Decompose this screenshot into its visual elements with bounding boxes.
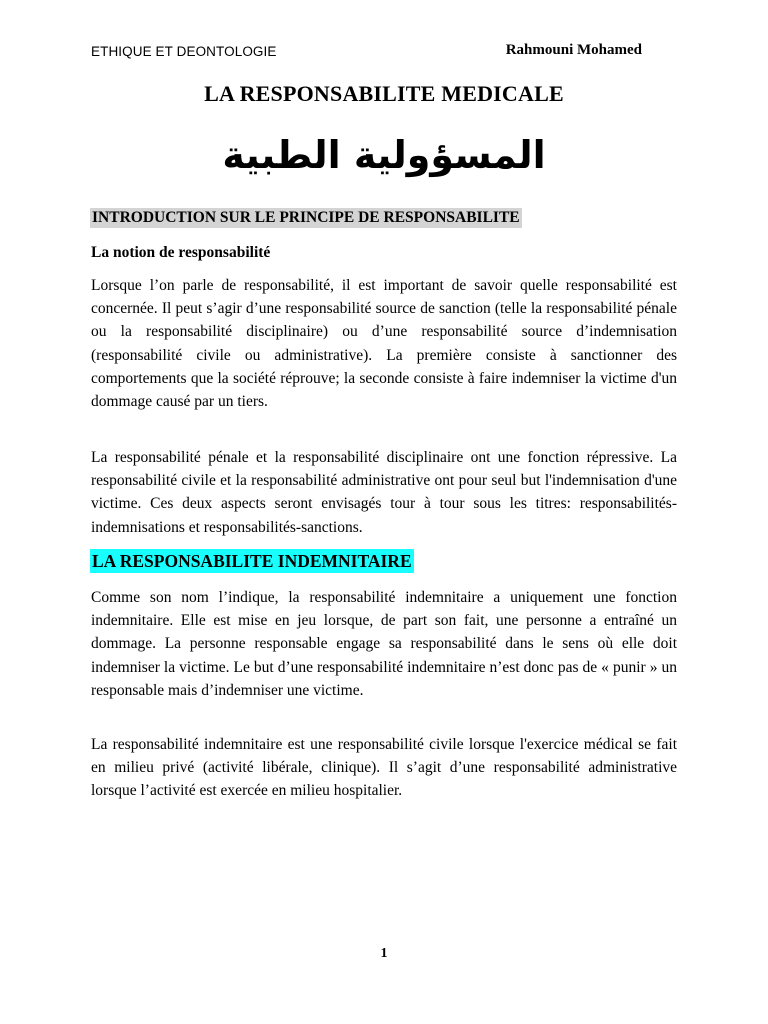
paragraph: La responsabilité pénale et la responsabilité disciplinaire ont une fonction répressive. La responsabilité civile et la responsabilité administrative ont pour seul but l'indemnisation d'une victime. Ces deux aspects seront envisagés tour à tour sous les titres: responsabilités-indemnisations et responsabilités-sanctions. [91,449,677,536]
section-heading-responsabilite-indemnitaire: LA RESPONSABILITE INDEMNITAIRE [92,551,412,571]
document-title: LA RESPONSABILITE MEDICALE [204,81,564,106]
paragraph: Lorsque l’on parle de responsabilité, il est important de savoir quelle responsabilité est concernée. Il peut s’agir d’une responsabilité source de sanction (telle la responsabilité pénale ou la responsabilité disciplinaire) ou d’une responsabilité source d’indemnisation (responsabilité civile ou administrative). La première consiste à sanctionner des comportements que la société réprouve; la seconde consiste à faire indemniser la victime d'un dommage causé par un tiers. [91,277,677,411]
header-author-name: Rahmouni Mohamed [505,42,642,58]
paragraph: Comme son nom l’indique, la responsabilité indemnitaire a uniquement une fonction indemnitaire. Elle est mise en jeu lorsque, de part son fait, une personne a entraîné un dommage. La personne responsable engage sa responsabilité dans le sens où elle doit indemniser la victime. Le but d’une responsabilité indemnitaire n’est donc pas de « punir » un responsable mais d’indemniser une victime. [91,589,677,699]
section-heading-introduction: INTRODUCTION SUR LE PRINCIPE DE RESPONSABILITE [92,209,520,226]
arabic-title: المسؤولية الطبية [222,133,546,177]
header-course-name: ETHIQUE ET DEONTOLOGIE [91,44,277,59]
paragraph: La responsabilité indemnitaire est une responsabilité civile lorsque l'exercice médical se fait en milieu privé (activité libérale, clinique). Il s’agit d’une responsabilité administrative lorsque l’activité est exercée en milieu hospitalier. [91,736,677,800]
page-number: 1 [380,946,388,961]
subheading-notion-responsabilite: La notion de responsabilité [91,244,271,261]
